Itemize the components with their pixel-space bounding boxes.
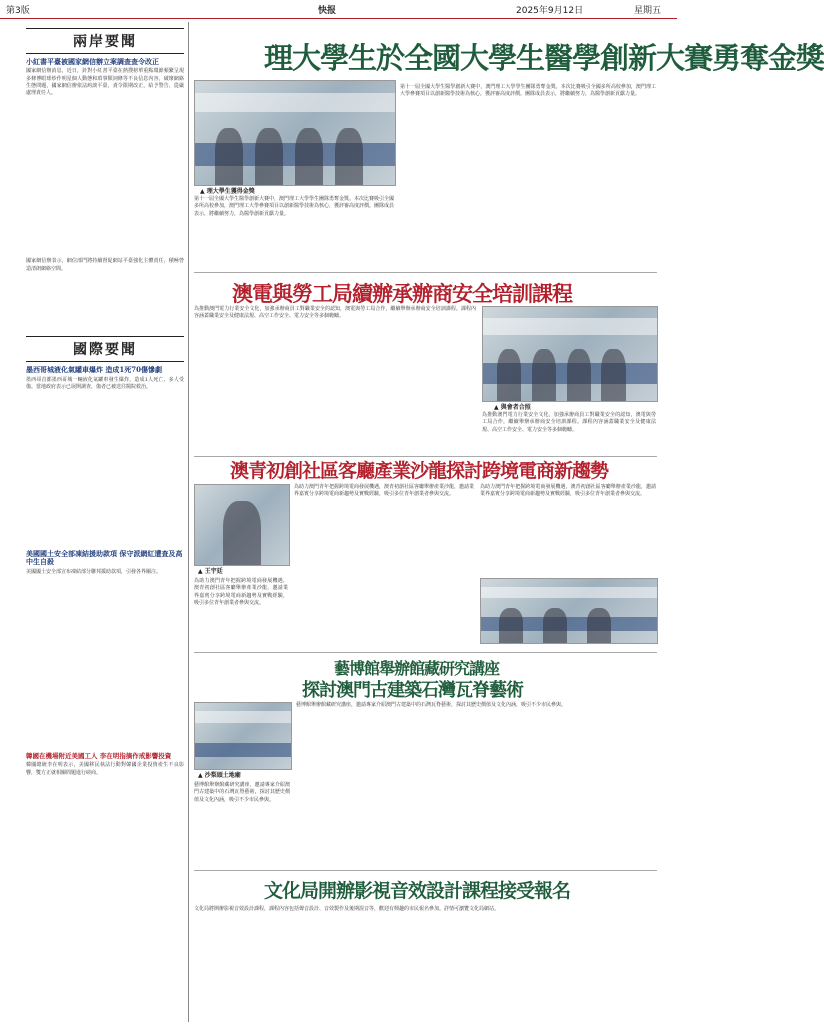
article1-photo bbox=[194, 80, 396, 186]
article1-body: 第十一屆全國大學生醫學創新大賽中，澳門理工大學學生團隊勇奪金獎。本次比賽吸引全國多所高校參加，澳門理工大學參賽項目以創新醫學技術為核心，獲評審高度評價。團隊成員表示，將繼續努力，為醫學創新貢獻力量。 bbox=[194, 196, 395, 217]
news-sidebar bbox=[26, 22, 184, 1024]
article2-body: 為推動澳門電力行業安全文化，加強承辦商員工對職業安全的認知，澳電與勞工局合作，繼續舉辦承辦商安全培訓課程。課程內容涵蓋職業安全及健康法規、高空工作安全、電力安全等多個範疇。 bbox=[194, 306, 476, 320]
article4-title: 藝博館舉辦館藏研究講座 bbox=[334, 659, 500, 678]
domestic-headline: 小紅書平臺被國家網信辦立案調查查令改正 bbox=[26, 57, 159, 66]
article5-title: 文化局開辦影視音效設計課程接受報名 bbox=[264, 880, 571, 902]
masthead: 快报 bbox=[318, 6, 337, 16]
domestic-section-title: 兩岸要聞 bbox=[26, 28, 184, 54]
intl-headline-1: 墨西哥城液化氣罐車爆炸 造成1死70傷慘劇 bbox=[26, 365, 163, 375]
intl-headline-2: 美國國土安全部凍結援助款項 保守派網紅遭查及高中生自殺 bbox=[26, 548, 183, 567]
main-news bbox=[194, 22, 824, 1024]
article4-body: 藝博館舉辦館藏研究講座，邀請專家介紹澳門古建築中的石灣瓦脊藝術，探討其歷史價值及文化內涵，吸引不少市民參與。 bbox=[194, 782, 290, 803]
article5-body: 文化局將開辦影視音效設計課程，課程內容包括聲音設計、音效製作及後期混音等，歡迎有興趣的市民報名參加。詳情可瀏覽文化局網站。 bbox=[194, 906, 500, 912]
article4-subtitle: 探討澳門古建築石灣瓦脊藝術 bbox=[302, 680, 523, 701]
article2-caption: ▲ 與會者合照 bbox=[494, 404, 531, 411]
page-date: 2025年9月12日 bbox=[516, 6, 584, 16]
article1-caption: ▲ 理大學生獲得金獎 bbox=[200, 188, 255, 195]
column-divider bbox=[188, 22, 189, 1022]
article3-body: 為助力澳門青年把握跨境電商發展機遇，澳青初創社區客廳舉辦產業沙龍，邀請業界嘉賓分享跨境電商新趨勢及實戰經驗，吸引多位青年創業者參與交流。 bbox=[194, 578, 288, 606]
article1-title: 理大學生於全國大學生醫學創新大賽勇奪金獎 bbox=[264, 41, 824, 75]
intl-headline-3: 韓國在機場附近美國工人 李在明指摘作戒影響投資 bbox=[26, 751, 172, 760]
article3-title: 澳青初創社區客廳產業沙龍探討跨境電商新趨勢 bbox=[230, 460, 609, 482]
domestic-body: 國家網信辦消息，近日，針對小紅書平臺在熱搜榜單重點環節頻繁呈現多條博眼球炒作明星個人動態和瑣事類詞條等不良信息內容，破壞網絡生態問題，國家網信辦依法約談平臺，責令限期改正，給予警告、從嚴處理責任人。 bbox=[26, 68, 184, 97]
article4-photo bbox=[194, 702, 292, 770]
article2-title: 澳電與勞工局續辦承辦商安全培訓課程 bbox=[232, 281, 572, 306]
article4-caption: ▲ 沙梨頭土地廟 bbox=[198, 772, 241, 779]
article3-photo bbox=[480, 578, 658, 644]
article2-photo bbox=[482, 306, 658, 402]
page-number: 第3版 bbox=[6, 6, 30, 16]
intl-body-2: 美國國土安全部宣布凍結部分聯邦援助款項，引發各界關注。 bbox=[26, 568, 162, 575]
intl-body-1: 墨西哥首都墨西哥城一輛液化氣罐車發生爆炸，造成1人死亡、多人受傷。當地政府表示已展開調查，傷者已被送往醫院救治。 bbox=[26, 376, 184, 391]
article3-body-cont2: 為助力澳門青年把握跨境電商發展機遇，澳青初創社區客廳舉辦產業沙龍，邀請業界嘉賓分享跨境電商新趨勢及實戰經驗，吸引多位青年創業者參與交流。 bbox=[480, 484, 656, 498]
page-header bbox=[0, 0, 677, 19]
article4-body-cont: 藝博館舉辦館藏研究講座，邀請專家介紹澳門古建築中的石灣瓦脊藝術，探討其歷史價值及文化內涵，吸引不少市民參與。 bbox=[296, 702, 567, 708]
intl-body-3: 韓國總統李在明表示，美國移民執法行動對韓國企業投資產生不良影響，雙方正就相關問題進行磋商。 bbox=[26, 762, 184, 776]
article3-caption: ▲ 王宇廷 bbox=[198, 568, 223, 575]
intl-section-title: 國際要聞 bbox=[26, 336, 184, 362]
article3-body-cont: 為助力澳門青年把握跨境電商發展機遇，澳青初創社區客廳舉辦產業沙龍，邀請業界嘉賓分享跨境電商新趨勢及實戰經驗，吸引多位青年創業者參與交流。 bbox=[294, 484, 475, 498]
article1-body-cont: 第十一屆全國大學生醫學創新大賽中，澳門理工大學學生團隊勇奪金獎。本次比賽吸引全國多所高校參加，澳門理工大學參賽項目以創新醫學技術為核心，獲評審高度評價。團隊成員表示，將繼續努力，為醫學創新貢獻力量。 bbox=[400, 84, 656, 98]
article3-portrait bbox=[194, 484, 290, 566]
page-weekday: 星期五 bbox=[634, 6, 662, 16]
article2-body-cont: 為推動澳門電力行業安全文化，加強承辦商員工對職業安全的認知，澳電與勞工局合作，繼續舉辦承辦商安全培訓課程。課程內容涵蓋職業安全及健康法規、高空工作安全、電力安全等多個範疇。 bbox=[482, 412, 656, 433]
domestic-body-2: 國家網信辦表示，網信部門將持續督促網站平臺強化主體責任，積極營造清朗網絡空間。 bbox=[26, 258, 184, 272]
